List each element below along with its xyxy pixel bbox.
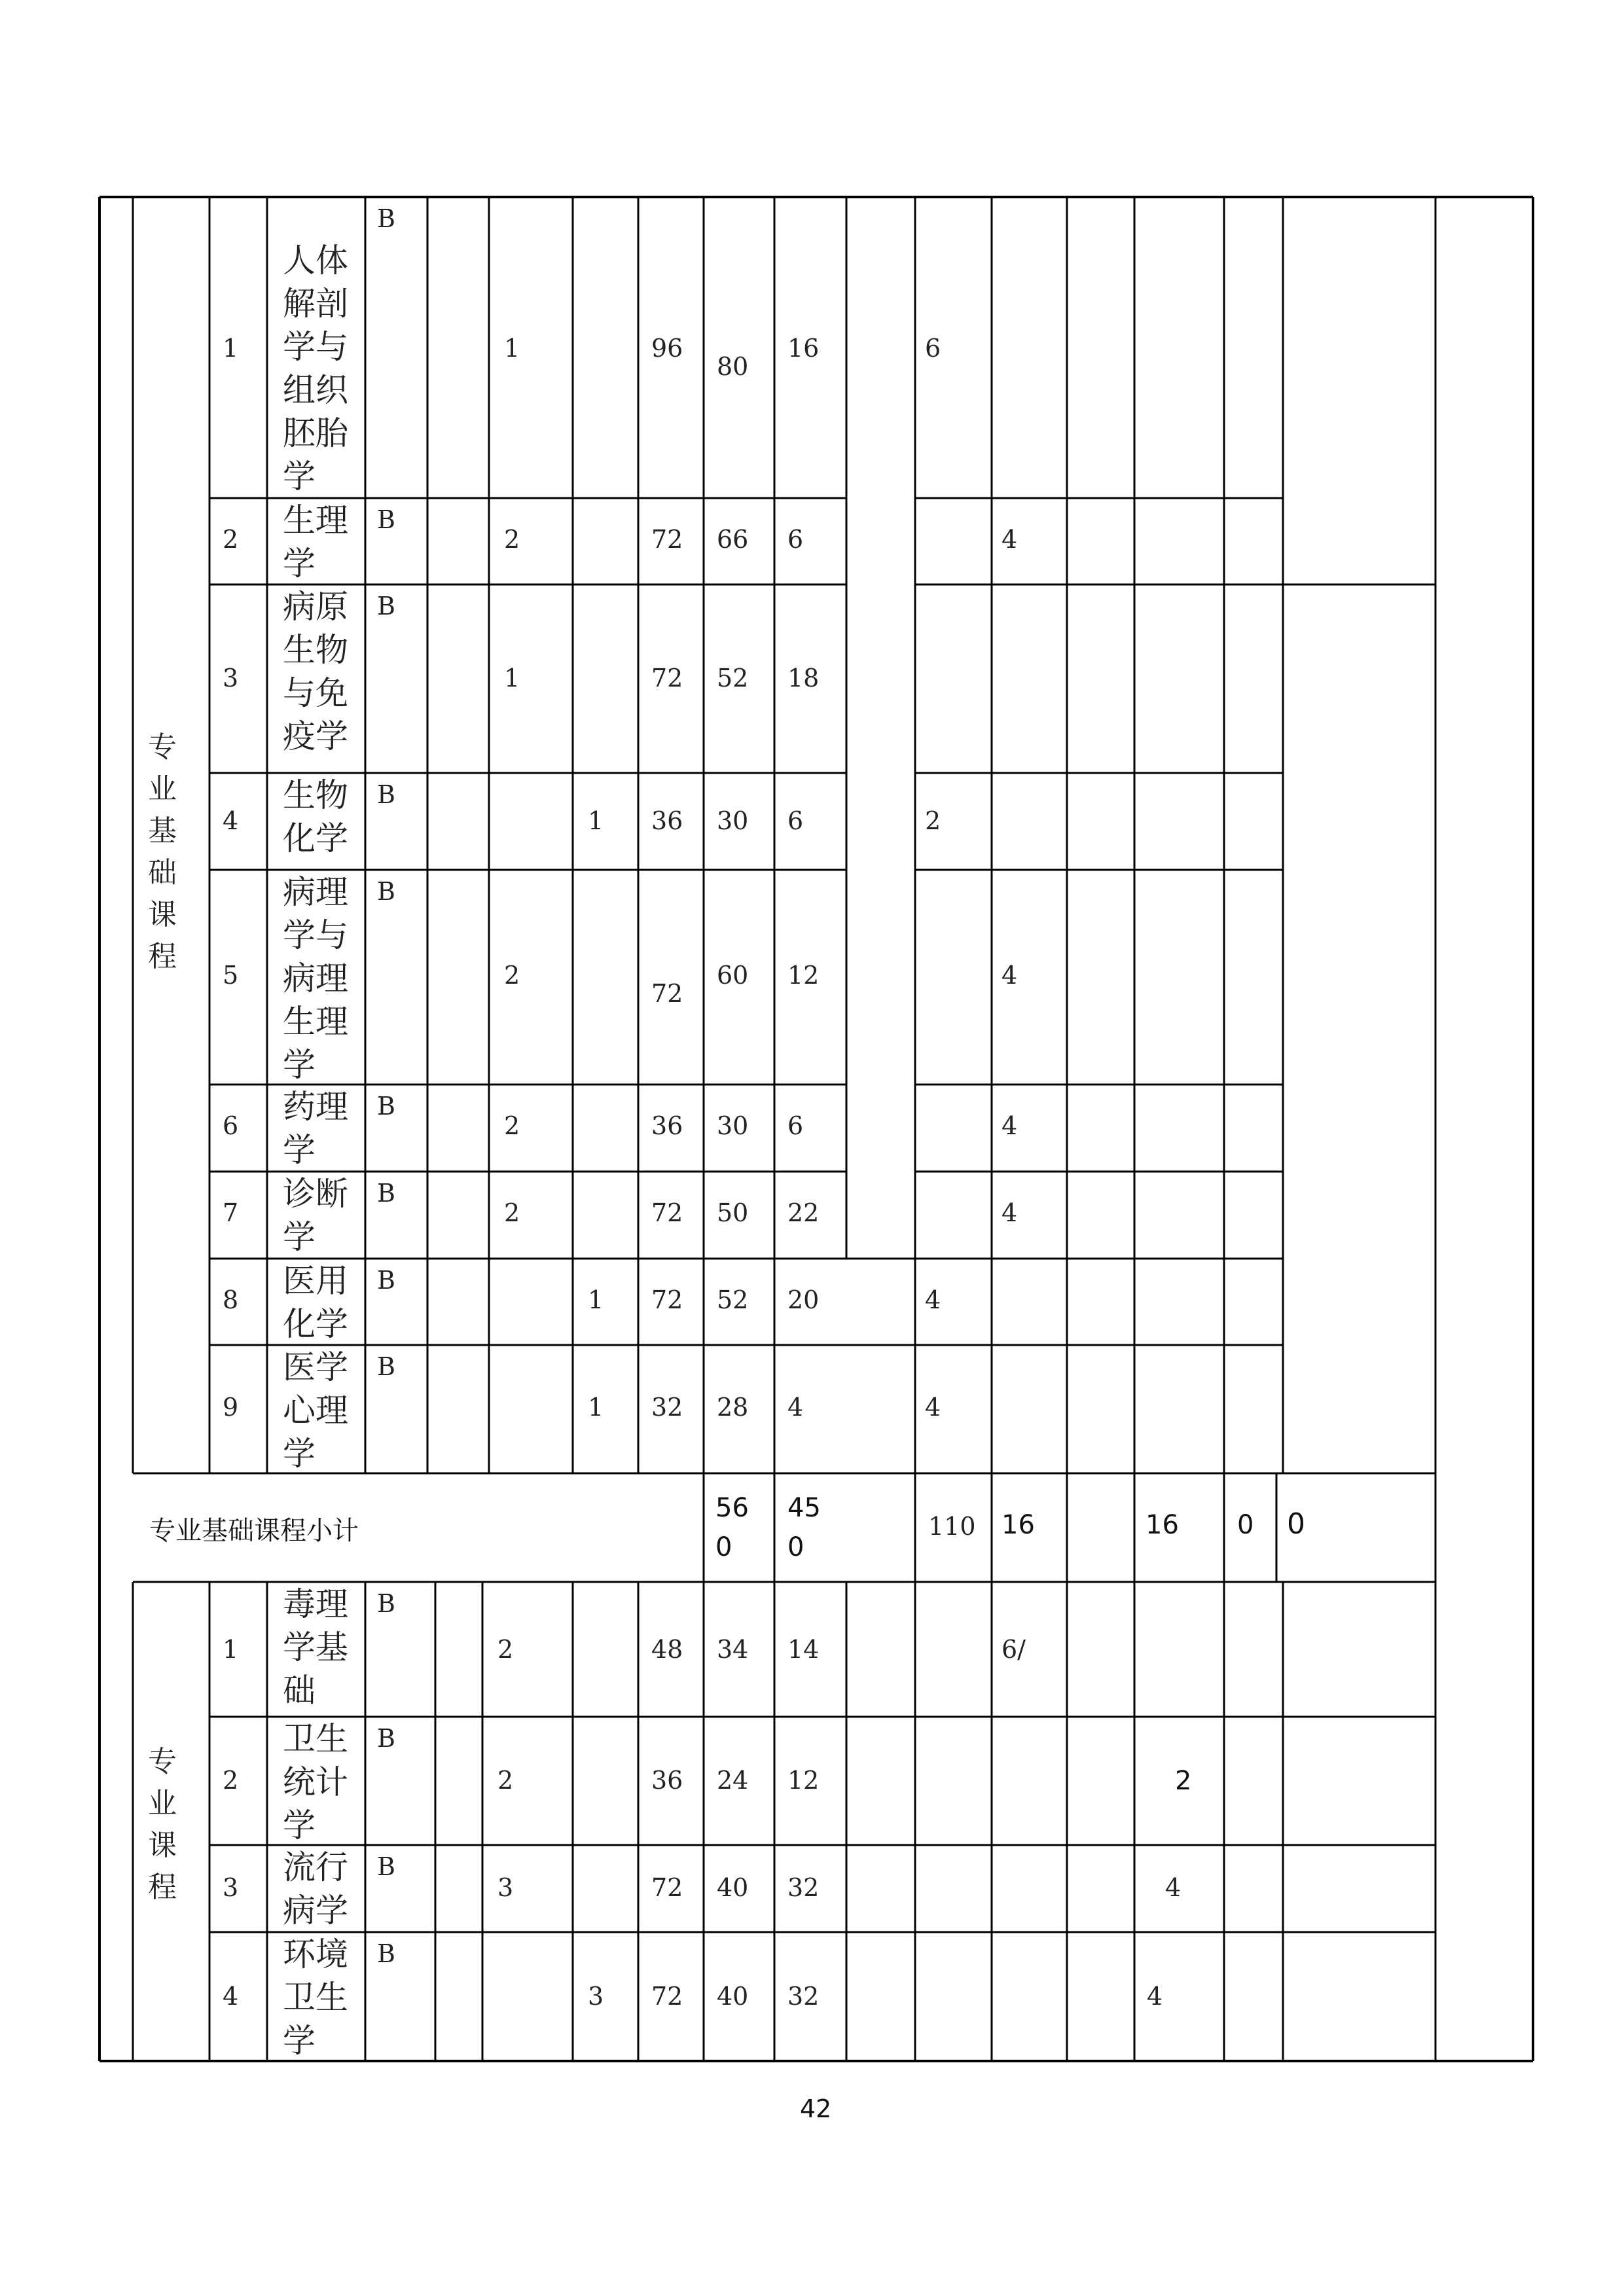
course-name: 药理学	[283, 1088, 348, 1169]
row-no: 1	[223, 334, 239, 363]
theory-hours: 66	[717, 525, 749, 554]
theory-hours: 52	[717, 1285, 749, 1314]
course-name: 诊断学	[283, 1175, 348, 1256]
theory-hours: 30	[717, 806, 749, 835]
total-hours: 36	[651, 806, 683, 835]
course-name: 病理学与病理生理学	[283, 873, 348, 1084]
practice-hours: 14	[787, 1635, 820, 1664]
total-hours: 72	[651, 1982, 683, 2011]
total-hours: 48	[651, 1635, 683, 1664]
theory-hours: 80	[717, 352, 749, 381]
theory-hours: 24	[717, 1766, 749, 1795]
course-type: B	[377, 877, 395, 906]
semester-3: 4	[1147, 1982, 1163, 2011]
exam-term: 2	[504, 961, 520, 990]
category-label-basic: 专业基础课程	[148, 730, 177, 973]
semester-3: 2	[1175, 1766, 1192, 1796]
theory-hours: 28	[717, 1393, 749, 1422]
semester-1: 6	[925, 334, 941, 363]
exam-term: 3	[497, 1873, 514, 1902]
theory-hours: 34	[717, 1635, 749, 1664]
page-number: 42	[800, 2094, 832, 2123]
test-term: 1	[588, 1393, 604, 1422]
practice-hours: 32	[787, 1873, 820, 1902]
row-no: 9	[223, 1393, 239, 1422]
semester-2: 4	[1001, 1111, 1018, 1140]
row-no: 2	[223, 1766, 239, 1795]
practice-hours: 12	[787, 1766, 820, 1795]
total-hours: 72	[651, 1285, 683, 1314]
practice-hours: 12	[787, 961, 820, 990]
semester-2: 6/	[1001, 1635, 1026, 1664]
course-type: B	[377, 1179, 395, 1208]
row-no: 2	[223, 525, 239, 554]
course-name: 环境卫生学	[283, 1935, 348, 2060]
course-name: 人体解剖学与组织胚胎学	[283, 242, 348, 495]
course-type: B	[377, 780, 395, 809]
test-term: 3	[588, 1982, 604, 2011]
exam-term: 1	[504, 334, 520, 363]
semester-2: 4	[1001, 525, 1018, 554]
subtotal-label: 专业基础课程小计	[149, 1516, 359, 1546]
total-hours: 96	[651, 334, 683, 363]
subtotal-semester-3: 16	[1146, 1510, 1179, 1540]
course-name: 流行病学	[283, 1848, 348, 1929]
semester-1: 4	[925, 1285, 941, 1314]
total-hours: 72	[651, 664, 683, 692]
exam-term: 2	[504, 1111, 520, 1140]
total-hours: 72	[651, 1198, 683, 1227]
practice-hours: 6	[787, 1111, 804, 1140]
practice-hours: 18	[787, 664, 820, 692]
exam-term: 2	[497, 1766, 514, 1795]
course-name: 医学心理学	[283, 1348, 348, 1473]
row-no: 4	[223, 1982, 239, 2011]
row-no: 5	[223, 961, 239, 990]
course-type: B	[377, 1589, 395, 1618]
course-type: B	[377, 1852, 395, 1881]
practice-hours: 16	[787, 334, 820, 363]
course-name: 病原生物与免疫学	[283, 588, 348, 755]
practice-hours: 4	[787, 1393, 804, 1422]
category-label-professional: 专业课程	[148, 1745, 177, 1904]
test-term: 1	[588, 1285, 604, 1314]
row-no: 1	[223, 1635, 239, 1664]
practice-hours: 20	[787, 1285, 820, 1314]
semester-2: 4	[1001, 1198, 1018, 1227]
practice-hours: 32	[787, 1982, 820, 2011]
course-name: 毒理学基础	[283, 1585, 348, 1710]
course-type: B	[377, 1352, 395, 1381]
total-hours: 72	[651, 979, 683, 1008]
course-type: B	[377, 1939, 395, 1968]
subtotal-semester-5: 0	[1287, 1507, 1305, 1541]
course-type: B	[377, 1724, 395, 1753]
theory-hours: 50	[717, 1198, 749, 1227]
theory-hours: 52	[717, 664, 749, 692]
course-type: B	[377, 1092, 395, 1121]
row-no: 4	[223, 806, 239, 835]
exam-term: 2	[504, 525, 520, 554]
exam-term: 2	[504, 1198, 520, 1227]
course-name: 医用化学	[283, 1262, 348, 1343]
exam-term: 1	[504, 664, 520, 692]
subtotal-semester-4: 0	[1237, 1510, 1254, 1540]
row-no: 6	[223, 1111, 239, 1140]
total-hours: 32	[651, 1393, 683, 1422]
theory-hours: 30	[717, 1111, 749, 1140]
total-hours: 36	[651, 1766, 683, 1795]
practice-hours: 6	[787, 525, 804, 554]
theory-hours: 60	[717, 961, 749, 990]
subtotal-theory: 560	[715, 1493, 749, 1562]
test-term: 1	[588, 806, 604, 835]
semester-1: 2	[925, 806, 941, 835]
exam-term: 2	[497, 1635, 514, 1664]
theory-hours: 40	[717, 1982, 749, 2011]
theory-hours: 40	[717, 1873, 749, 1902]
row-no: 8	[223, 1285, 239, 1314]
semester-3: 4	[1165, 1873, 1182, 1902]
semester-1: 4	[925, 1393, 941, 1422]
practice-hours: 22	[787, 1198, 820, 1227]
row-no: 3	[223, 664, 239, 692]
course-name: 生物化学	[283, 776, 348, 857]
total-hours: 72	[651, 525, 683, 554]
semester-2: 4	[1001, 961, 1018, 990]
total-hours: 72	[651, 1873, 683, 1902]
course-type: B	[377, 592, 395, 620]
row-no: 3	[223, 1873, 239, 1902]
course-type: B	[377, 505, 395, 534]
course-type: B	[377, 204, 395, 233]
course-name: 卫生统计学	[283, 1720, 348, 1844]
subtotal-practice: 450	[787, 1493, 821, 1562]
course-type: B	[377, 1266, 395, 1295]
subtotal-semester-2: 16	[1001, 1510, 1035, 1540]
total-hours: 36	[651, 1111, 683, 1140]
row-no: 7	[223, 1198, 239, 1227]
subtotal-semester-1: 110	[928, 1512, 976, 1541]
practice-hours: 6	[787, 806, 804, 835]
course-name: 生理学	[283, 501, 348, 583]
